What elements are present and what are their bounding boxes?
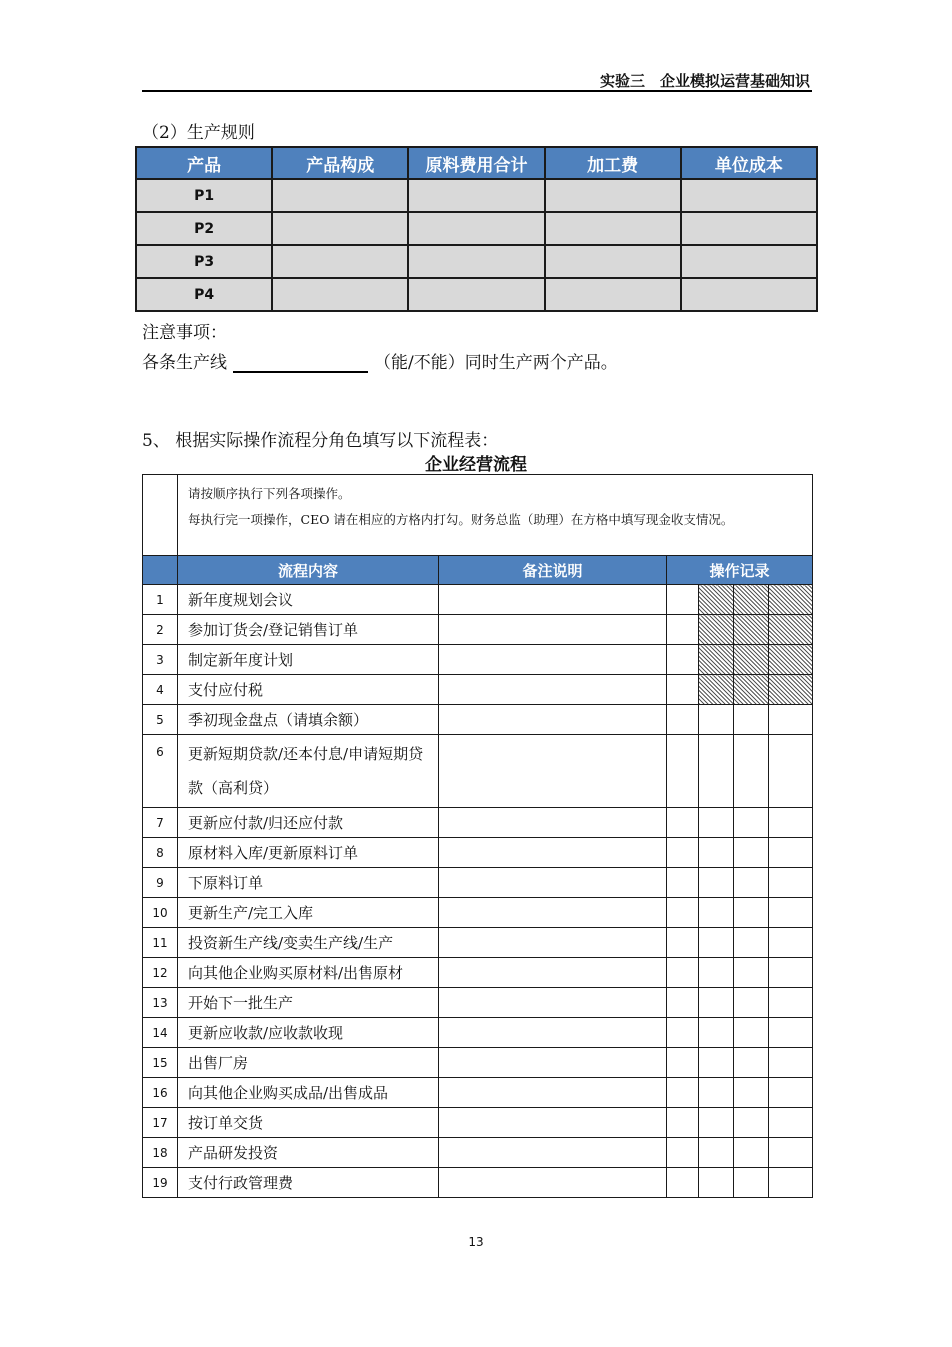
process-step-content: 更新应付款/归还应付款 — [178, 808, 439, 838]
process-step-number: 16 — [143, 1078, 178, 1108]
record-cell[interactable] — [699, 1168, 734, 1198]
record-cell[interactable] — [667, 1018, 699, 1048]
record-cell[interactable] — [734, 1138, 769, 1168]
process-step-number: 19 — [143, 1168, 178, 1198]
record-cell[interactable] — [667, 675, 699, 705]
record-cell-disabled — [769, 615, 813, 645]
process-step-content: 支付应付税 — [178, 675, 439, 705]
record-cell[interactable] — [769, 838, 813, 868]
record-cell[interactable] — [667, 988, 699, 1018]
record-cell[interactable] — [667, 735, 699, 808]
process-step-number: 10 — [143, 898, 178, 928]
rules-cell-composition[interactable] — [272, 212, 408, 245]
process-row — [143, 898, 813, 928]
process-step-number: 13 — [143, 988, 178, 1018]
process-step-number: 8 — [143, 838, 178, 868]
process-step-notes[interactable] — [439, 988, 667, 1018]
notes-line — [142, 348, 618, 373]
process-row — [143, 838, 813, 868]
intro-row — [143, 475, 813, 556]
record-cell[interactable] — [699, 1138, 734, 1168]
process-row — [143, 705, 813, 735]
process-step-number: 9 — [143, 868, 178, 898]
record-cell-disabled — [699, 675, 734, 705]
record-cell[interactable] — [769, 1108, 813, 1138]
page-number: 13 — [468, 1235, 484, 1249]
process-row — [143, 1138, 813, 1168]
record-cell[interactable] — [667, 1048, 699, 1078]
rules-cell-material-cost[interactable] — [408, 179, 544, 212]
process-step-notes[interactable] — [439, 1108, 667, 1138]
record-cell[interactable] — [699, 1078, 734, 1108]
record-cell[interactable] — [667, 928, 699, 958]
process-step-notes[interactable] — [439, 705, 667, 735]
rules-cell-product: P1 — [136, 179, 272, 212]
record-cell-disabled — [769, 675, 813, 705]
flow-header-content: 流程内容 — [178, 556, 439, 585]
process-step-number: 6 — [143, 735, 178, 808]
record-cell[interactable] — [769, 958, 813, 988]
record-cell-disabled — [734, 585, 769, 615]
record-cell[interactable] — [734, 1168, 769, 1198]
process-step-content: 按订单交货 — [178, 1108, 439, 1138]
record-cell-disabled — [769, 585, 813, 615]
record-cell[interactable] — [699, 1048, 734, 1078]
flow-header-number — [143, 556, 178, 585]
process-step-notes[interactable] — [439, 1018, 667, 1048]
record-cell[interactable] — [734, 838, 769, 868]
record-cell[interactable] — [734, 988, 769, 1018]
process-step-number: 17 — [143, 1108, 178, 1138]
record-cell-disabled — [734, 675, 769, 705]
process-row — [143, 735, 813, 808]
record-cell[interactable] — [769, 705, 813, 735]
record-cell[interactable] — [734, 1108, 769, 1138]
record-cell[interactable] — [667, 705, 699, 735]
record-cell-disabled — [699, 645, 734, 675]
intro-cell — [178, 475, 813, 556]
record-cell-disabled — [769, 645, 813, 675]
record-cell[interactable] — [769, 808, 813, 838]
notes-line-prefix: 各条生产线 — [142, 353, 227, 373]
record-cell[interactable] — [667, 838, 699, 868]
process-step-notes[interactable] — [439, 958, 667, 988]
intro-blank-cell — [143, 475, 178, 556]
process-step-notes[interactable] — [439, 898, 667, 928]
record-cell[interactable] — [769, 868, 813, 898]
process-row — [143, 928, 813, 958]
record-cell[interactable] — [734, 1048, 769, 1078]
flow-table-title: 企业经营流程 — [425, 455, 527, 475]
rules-cell-composition[interactable] — [272, 245, 408, 278]
process-row — [143, 868, 813, 898]
record-cell[interactable] — [769, 1078, 813, 1108]
record-cell[interactable] — [734, 868, 769, 898]
record-cell[interactable] — [699, 988, 734, 1018]
record-cell[interactable] — [769, 898, 813, 928]
process-step-content: 向其他企业购买原材料/出售原材 — [178, 958, 439, 988]
record-cell-disabled — [699, 615, 734, 645]
rules-cell-product: P4 — [136, 278, 272, 311]
process-row — [143, 585, 813, 615]
rules-cell-composition[interactable] — [272, 179, 408, 212]
record-cell[interactable] — [699, 808, 734, 838]
process-row — [143, 675, 813, 705]
record-cell[interactable] — [699, 1108, 734, 1138]
rules-header-composition: 产品构成 — [272, 147, 408, 179]
process-row — [143, 808, 813, 838]
record-cell[interactable] — [734, 808, 769, 838]
flow-header-notes: 备注说明 — [439, 556, 667, 585]
process-step-number: 14 — [143, 1018, 178, 1048]
record-cell[interactable] — [667, 585, 699, 615]
record-cell[interactable] — [667, 868, 699, 898]
process-step-number: 11 — [143, 928, 178, 958]
section-title: （2）生产规则 — [142, 123, 255, 143]
rules-cell-processing-fee[interactable] — [545, 278, 681, 311]
rules-cell-material-cost[interactable] — [408, 212, 544, 245]
process-step-content: 投资新生产线/变卖生产线/生产 — [178, 928, 439, 958]
process-step-notes[interactable] — [439, 928, 667, 958]
process-step-notes[interactable] — [439, 838, 667, 868]
record-cell[interactable] — [769, 988, 813, 1018]
rules-header-product: 产品 — [136, 147, 272, 179]
process-step-notes[interactable] — [439, 585, 667, 615]
record-cell[interactable] — [699, 838, 734, 868]
notes-title: 注意事项： — [142, 323, 227, 343]
record-cell[interactable] — [667, 958, 699, 988]
intro-line-1: 请按顺序执行下列各项操作。 — [188, 486, 351, 501]
process-row — [143, 1078, 813, 1108]
process-row — [143, 1048, 813, 1078]
record-cell[interactable] — [769, 1168, 813, 1198]
record-cell[interactable] — [699, 928, 734, 958]
intro-line-2: 每执行完一项操作，CEO 请在相应的方格内打勾。财务总监（助理）在方格中填写现金收支情况。 — [188, 512, 734, 527]
rules-cell-unit-cost[interactable] — [681, 245, 817, 278]
notes-line-suffix: （能/不能）同时生产两个产品。 — [374, 353, 618, 373]
record-cell[interactable] — [734, 928, 769, 958]
rules-header-unit-cost: 单位成本 — [681, 147, 817, 179]
process-step-notes[interactable] — [439, 1048, 667, 1078]
rules-cell-processing-fee[interactable] — [545, 179, 681, 212]
process-step-content: 更新短期贷款/还本付息/申请短期贷款（高利贷） — [178, 735, 439, 808]
rules-row — [136, 179, 817, 212]
record-cell[interactable] — [667, 615, 699, 645]
process-step-content: 出售厂房 — [178, 1048, 439, 1078]
record-cell-disabled — [699, 585, 734, 615]
header-rule — [142, 90, 812, 92]
process-step-content: 季初现金盘点（请填余额） — [178, 705, 439, 735]
process-step-content: 下原料订单 — [178, 868, 439, 898]
process-row — [143, 1168, 813, 1198]
record-cell[interactable] — [699, 735, 734, 808]
rules-header-processing-fee: 加工费 — [545, 147, 681, 179]
process-step-notes[interactable] — [439, 735, 667, 808]
process-step-content: 制定新年度计划 — [178, 645, 439, 675]
record-cell[interactable] — [769, 1018, 813, 1048]
record-cell[interactable] — [667, 1138, 699, 1168]
record-cell[interactable] — [734, 1078, 769, 1108]
process-step-notes[interactable] — [439, 1168, 667, 1198]
process-step-number: 7 — [143, 808, 178, 838]
rules-cell-unit-cost[interactable] — [681, 179, 817, 212]
process-step-content: 参加订货会/登记销售订单 — [178, 615, 439, 645]
process-step-content: 原材料入库/更新原料订单 — [178, 838, 439, 868]
record-cell[interactable] — [667, 1108, 699, 1138]
record-cell-disabled — [734, 645, 769, 675]
process-step-number: 4 — [143, 675, 178, 705]
rules-cell-composition[interactable] — [272, 278, 408, 311]
process-step-content: 开始下一批生产 — [178, 988, 439, 1018]
record-cell[interactable] — [769, 735, 813, 808]
process-row — [143, 1018, 813, 1048]
process-row — [143, 958, 813, 988]
record-cell[interactable] — [699, 1018, 734, 1048]
rules-cell-unit-cost[interactable] — [681, 278, 817, 311]
process-step-content: 支付行政管理费 — [178, 1168, 439, 1198]
rules-row — [136, 278, 817, 311]
rules-header-material-cost: 原料费用合计 — [408, 147, 544, 179]
process-step-notes[interactable] — [439, 1078, 667, 1108]
process-step-content: 新年度规划会议 — [178, 585, 439, 615]
process-step-content: 向其他企业购买成品/出售成品 — [178, 1078, 439, 1108]
record-cell[interactable] — [769, 1048, 813, 1078]
record-cell[interactable] — [667, 645, 699, 675]
running-header: 实验三 企业模拟运营基础知识 — [599, 72, 810, 90]
fill-in-blank[interactable] — [233, 353, 368, 373]
rules-cell-material-cost[interactable] — [408, 245, 544, 278]
process-step-number: 2 — [143, 615, 178, 645]
rules-cell-product: P2 — [136, 212, 272, 245]
process-step-content: 产品研发投资 — [178, 1138, 439, 1168]
question-5-title: 5、 根据实际操作流程分角色填写以下流程表： — [142, 431, 499, 451]
process-step-number: 3 — [143, 645, 178, 675]
rules-cell-unit-cost[interactable] — [681, 212, 817, 245]
flow-header-row — [143, 556, 813, 585]
record-cell[interactable] — [667, 1078, 699, 1108]
rules-row — [136, 212, 817, 245]
record-cell-disabled — [734, 615, 769, 645]
rules-cell-product: P3 — [136, 245, 272, 278]
process-row — [143, 615, 813, 645]
rules-cell-processing-fee[interactable] — [545, 212, 681, 245]
process-step-number: 15 — [143, 1048, 178, 1078]
process-step-notes[interactable] — [439, 868, 667, 898]
process-step-notes[interactable] — [439, 615, 667, 645]
process-step-notes[interactable] — [439, 675, 667, 705]
record-cell[interactable] — [667, 808, 699, 838]
record-cell[interactable] — [769, 1138, 813, 1168]
record-cell[interactable] — [734, 958, 769, 988]
process-step-notes[interactable] — [439, 645, 667, 675]
rules-row — [136, 245, 817, 278]
record-cell[interactable] — [734, 705, 769, 735]
process-row — [143, 645, 813, 675]
process-row — [143, 988, 813, 1018]
record-cell[interactable] — [734, 735, 769, 808]
process-step-notes[interactable] — [439, 1138, 667, 1168]
record-cell[interactable] — [667, 1168, 699, 1198]
business-process-table — [142, 474, 813, 1198]
record-cell[interactable] — [699, 868, 734, 898]
process-step-content: 更新生产/完工入库 — [178, 898, 439, 928]
process-step-number: 5 — [143, 705, 178, 735]
record-cell[interactable] — [734, 1018, 769, 1048]
process-row — [143, 1108, 813, 1138]
record-cell[interactable] — [699, 958, 734, 988]
rules-cell-processing-fee[interactable] — [545, 245, 681, 278]
record-cell[interactable] — [699, 705, 734, 735]
process-step-number: 18 — [143, 1138, 178, 1168]
process-step-number: 12 — [143, 958, 178, 988]
process-step-number: 1 — [143, 585, 178, 615]
rules-header-row — [136, 147, 817, 179]
record-cell[interactable] — [734, 898, 769, 928]
production-rules-table — [135, 146, 818, 312]
record-cell[interactable] — [667, 898, 699, 928]
flow-header-record: 操作记录 — [667, 556, 813, 585]
rules-cell-material-cost[interactable] — [408, 278, 544, 311]
record-cell[interactable] — [769, 928, 813, 958]
process-step-content: 更新应收款/应收款收现 — [178, 1018, 439, 1048]
process-step-notes[interactable] — [439, 808, 667, 838]
record-cell[interactable] — [699, 898, 734, 928]
